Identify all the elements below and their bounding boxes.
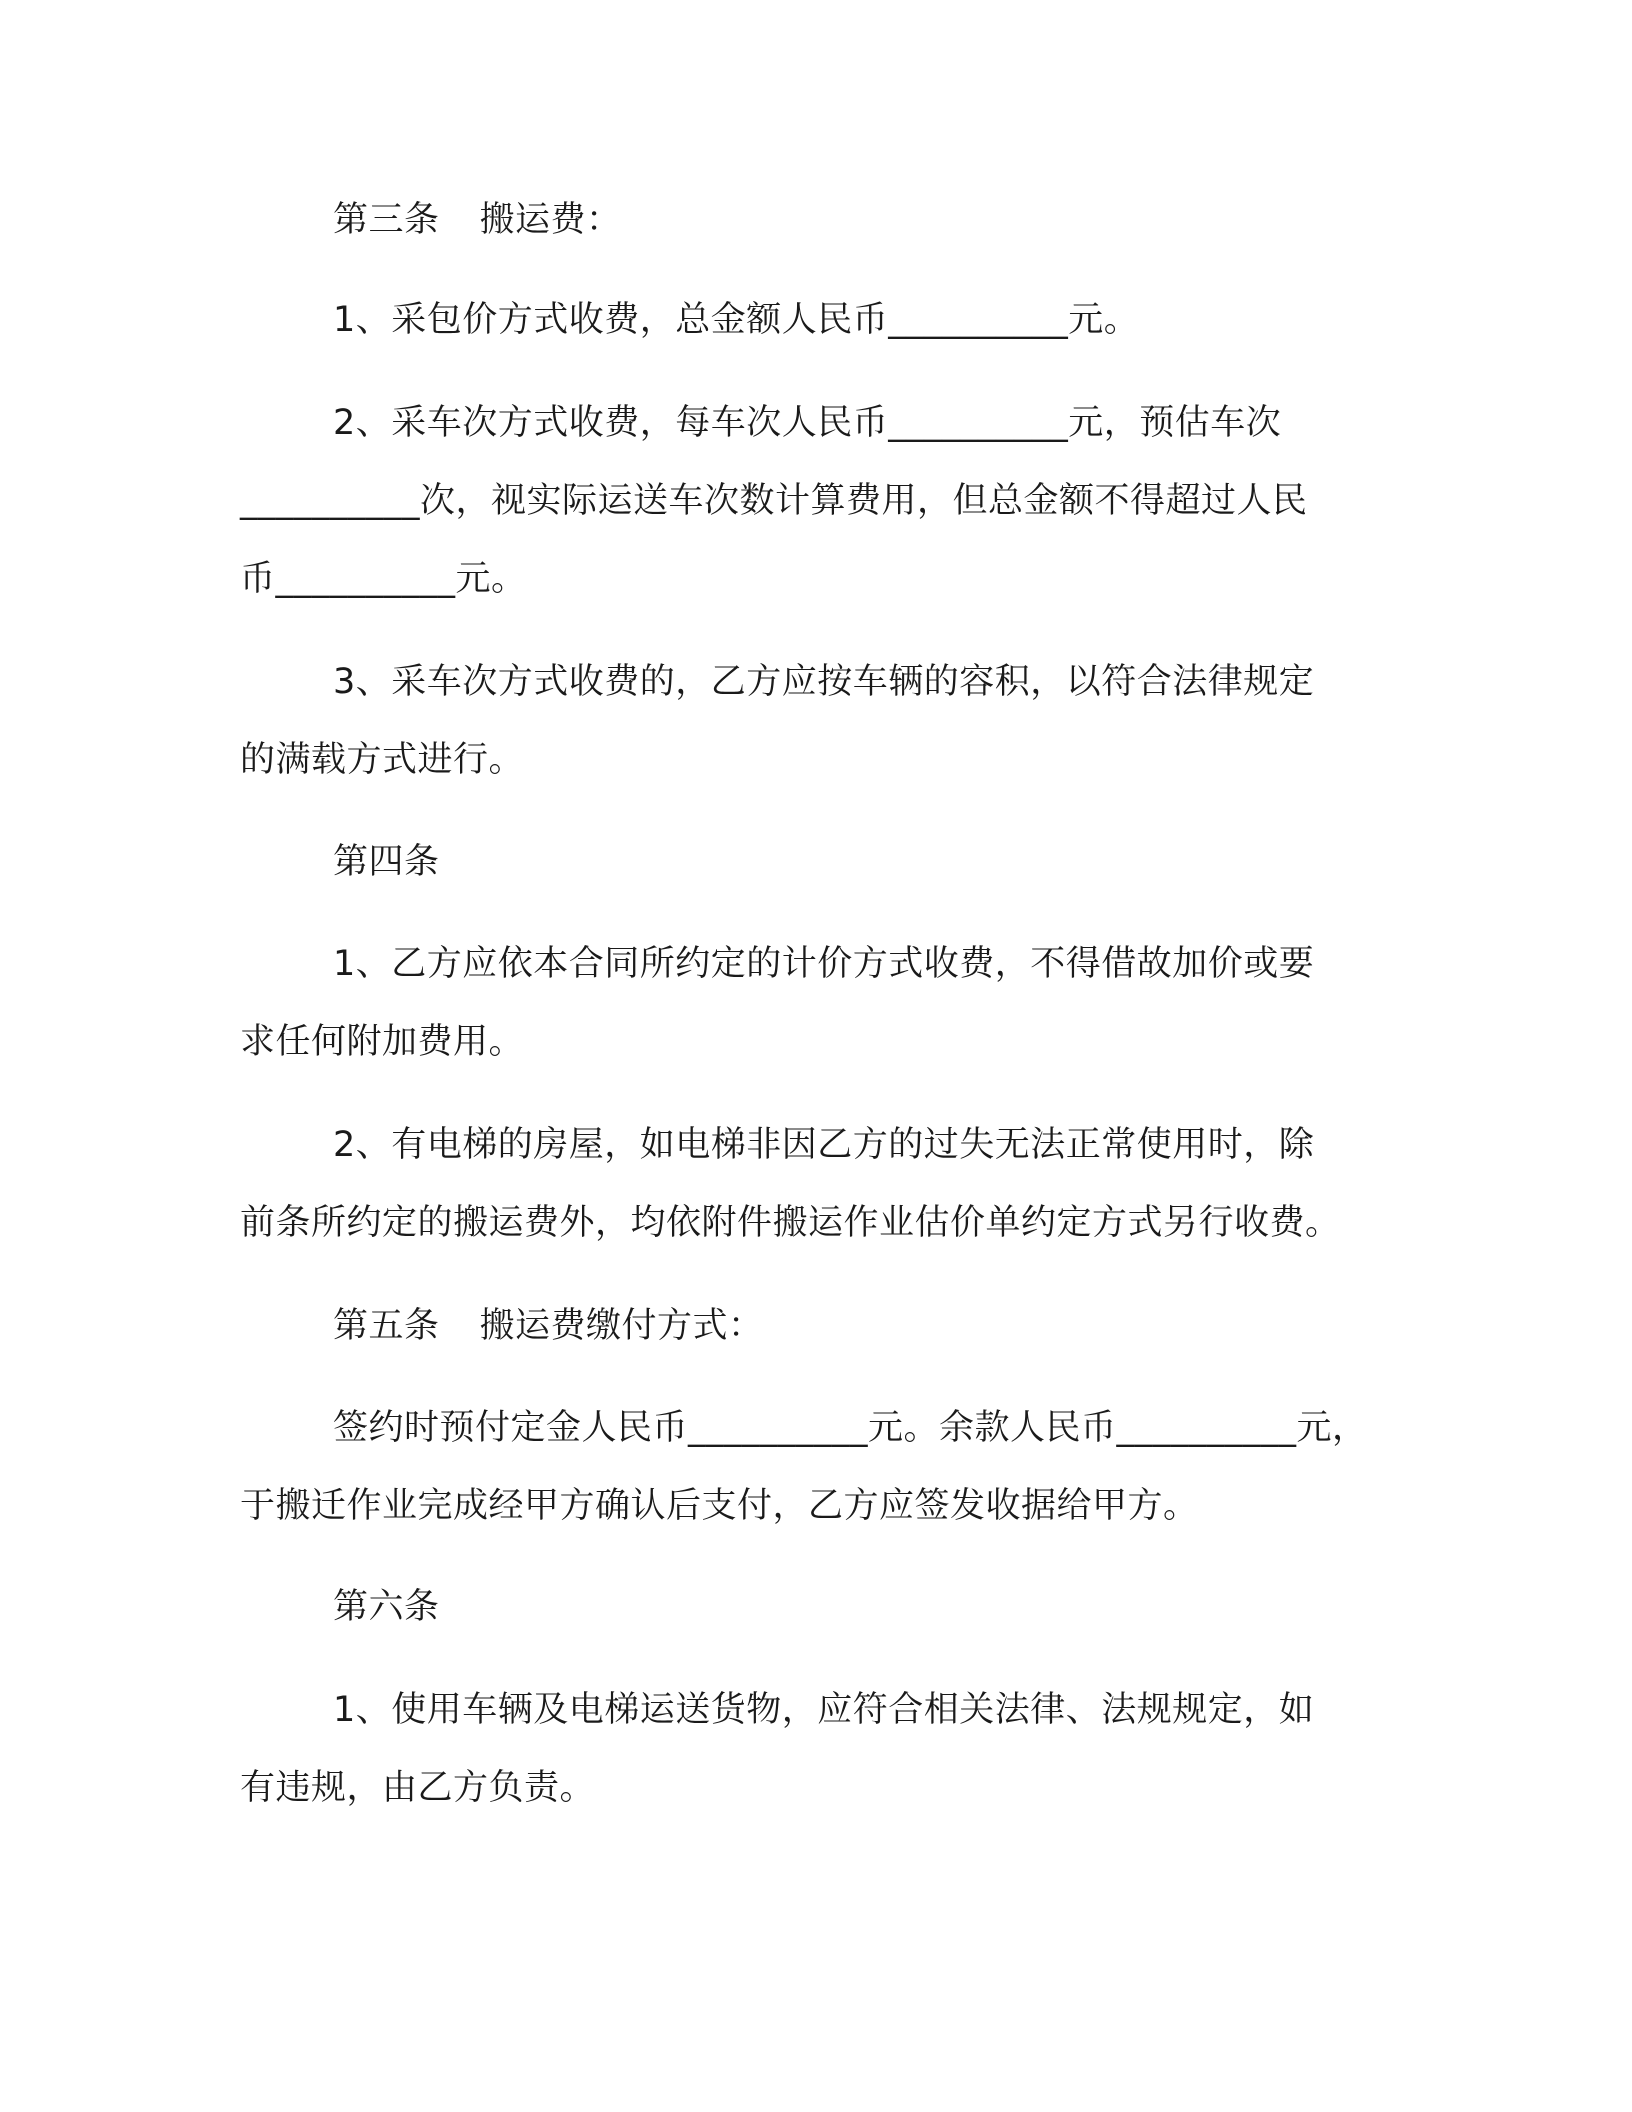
article-3-label: 第三条 xyxy=(333,200,440,240)
article-3-title: 搬运费： xyxy=(479,200,622,240)
article-3-paragraph-1: 1、采包价方式收费，总金额人民币__________元。 xyxy=(333,300,1140,340)
article-4-heading: 第四条 xyxy=(333,842,440,882)
article-3-paragraph-3-line-2: 的满载方式进行。 xyxy=(240,740,525,780)
article-5-paragraph-1-line-2: 于搬迁作业完成经甲方确认后支付，乙方应签发收据给甲方。 xyxy=(240,1486,1199,1526)
article-4-paragraph-1-line-1: 1、乙方应依本合同所约定的计价方式收费，不得借故加价或要 xyxy=(333,944,1315,984)
article-5-label: 第五条 xyxy=(333,1306,440,1346)
article-4-paragraph-2-line-1: 2、有电梯的房屋，如电梯非因乙方的过失无法正常使用时，除 xyxy=(333,1125,1315,1165)
article-6-paragraph-1-line-1: 1、使用车辆及电梯运送货物，应符合相关法律、法规规定，如 xyxy=(333,1690,1315,1730)
article-3-paragraph-2-line-2: __________次，视实际运送车次数计算费用，但总金额不得超过人民 xyxy=(240,481,1308,521)
article-6-paragraph-1-line-2: 有违规，由乙方负责。 xyxy=(240,1768,596,1808)
article-4-paragraph-2-line-2: 前条所约定的搬运费外，均依附件搬运作业估价单约定方式另行收费。 xyxy=(240,1203,1341,1243)
article-3-paragraph-2-line-1: 2、采车次方式收费，每车次人民币__________元，预估车次 xyxy=(333,403,1282,443)
article-5-heading xyxy=(333,1302,764,1350)
article-4-paragraph-1-line-2: 求任何附加费用。 xyxy=(240,1022,525,1062)
article-5-title: 搬运费缴付方式： xyxy=(479,1306,764,1346)
article-3-heading xyxy=(333,196,622,244)
article-5-paragraph-1-line-1: 签约时预付定金人民币__________元。余款人民币__________元， xyxy=(333,1408,1368,1448)
article-3-paragraph-2-line-3: 币__________元。 xyxy=(240,559,527,599)
article-3-paragraph-3-line-1: 3、采车次方式收费的，乙方应按车辆的容积，以符合法律规定 xyxy=(333,662,1315,702)
article-6-heading: 第六条 xyxy=(333,1587,440,1627)
